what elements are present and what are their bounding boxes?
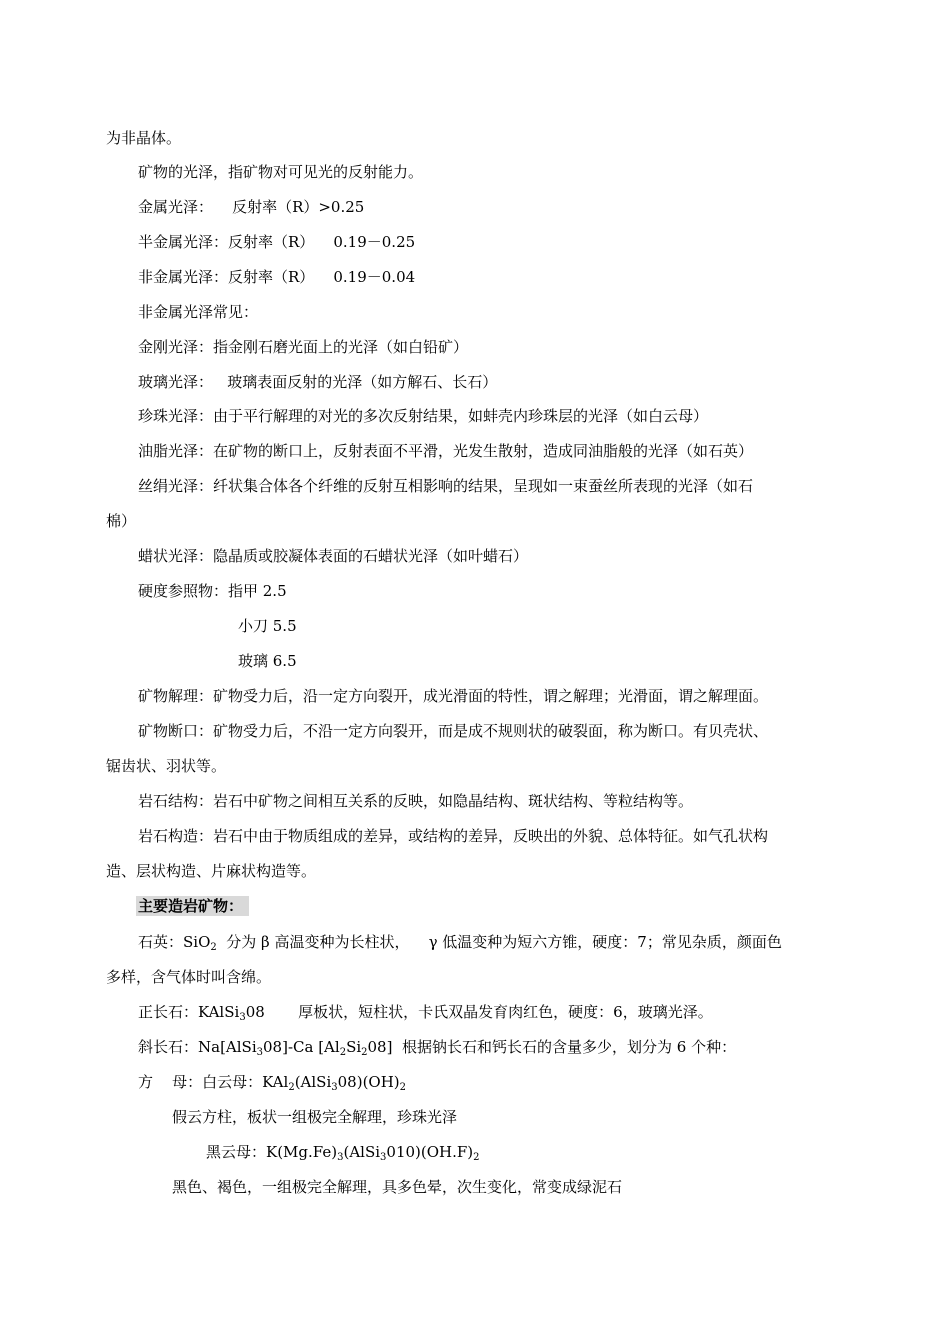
paragraph-line: 丝绢光泽：纤状集合体各个纤维的反射互相影响的结果，呈现如一束蚕丝所表现的光泽（如石 bbox=[138, 477, 754, 495]
paragraph-line: 蜡状光泽：隐晶质或胶凝体表面的石蜡状光泽（如叶蜡石） bbox=[138, 547, 529, 565]
paragraph-line: 玻璃 6.5 bbox=[238, 652, 297, 670]
paragraph-line: 锯齿状、羽状等。 bbox=[106, 757, 227, 775]
paragraph-line: 方 母：白云母：$KAl_2(AlSi_308)(OH)_2$ bbox=[138, 1073, 407, 1093]
paragraph-line: 多样，含气体时叫含绵。 bbox=[106, 968, 272, 986]
paragraph-line: 硬度参照物：指甲 2.5 bbox=[138, 582, 287, 600]
paragraph-line: 正长石：KAlSi$_3$08 厚板状，短柱状，卡氏双晶发育肉红色，硬度：6，玻璃光泽。 bbox=[138, 1003, 713, 1023]
paragraph-line: 黑云母：$K(Mg.Fe)_3(AlSi_3010)(OH.F)_2$ bbox=[206, 1143, 480, 1163]
paragraph-line: 棉） bbox=[106, 512, 137, 530]
paragraph-line: 矿物断口：矿物受力后，不沿一定方向裂开，而是成不规则状的破裂面，称为断口。有贝壳状、 bbox=[138, 722, 769, 740]
paragraph-line: 矿物的光泽，指矿物对可见光的反射能力。 bbox=[138, 163, 424, 181]
paragraph-line: 假云方柱，板状一组极完全解理，珍珠光泽 bbox=[172, 1108, 458, 1126]
paragraph-line: 半金属光泽：反射率（R） 0.19－0.25 bbox=[138, 233, 416, 251]
paragraph-line: 石英：SiO$_2$ 分为 β 高温变种为长柱状， γ 低温变种为短六方锥，硬度：7；常见杂质，颜面色 bbox=[138, 933, 782, 953]
paragraph-line: 造、层状构造、片麻状构造等。 bbox=[106, 862, 317, 880]
paragraph-line: 岩石结构：岩石中矿物之间相互关系的反映，如隐晶结构、斑状结构、等粒结构等。 bbox=[138, 792, 694, 810]
paragraph-line: 油脂光泽：在矿物的断口上，反射表面不平滑，光发生散射，造成同油脂般的光泽（如石英） bbox=[138, 442, 754, 460]
section-heading: 主要造岩矿物： bbox=[136, 896, 249, 916]
paragraph-line: 非金属光泽：反射率（R） 0.19－0.04 bbox=[138, 268, 416, 286]
paragraph-line: 金刚光泽：指金刚石磨光面上的光泽（如白铅矿） bbox=[138, 338, 469, 356]
paragraph-line: 黑色、褐色，一组极完全解理，具多色晕，次生变化，常变成绿泥石 bbox=[172, 1178, 623, 1196]
paragraph-line: 珍珠光泽：由于平行解理的对光的多次反射结果，如蚌壳内珍珠层的光泽（如白云母） bbox=[138, 407, 709, 425]
paragraph-line: 岩石构造：岩石中由于物质组成的差异，或结构的差异，反映出的外貌、总体特征。如气孔状构 bbox=[138, 827, 769, 845]
paragraph-line: 玻璃光泽： 玻璃表面反射的光泽（如方解石、长石） bbox=[138, 373, 498, 391]
paragraph-line: 金属光泽： 反射率（R）>0.25 bbox=[138, 198, 365, 216]
paragraph-line: 斜长石：Na[AlSi$_3$08]-Ca $[Al_2Si_208]$ 根据钠长石和钙长石的含量多少，划分为 6 个种： bbox=[138, 1038, 737, 1058]
paragraph-line: 矿物解理：矿物受力后，沿一定方向裂开，成光滑面的特性，谓之解理；光滑面，谓之解理面。 bbox=[138, 687, 769, 705]
paragraph-line: 非金属光泽常见： bbox=[138, 303, 259, 321]
paragraph-line: 小刀 5.5 bbox=[238, 617, 297, 635]
paragraph-line: 为非晶体。 bbox=[106, 129, 182, 147]
